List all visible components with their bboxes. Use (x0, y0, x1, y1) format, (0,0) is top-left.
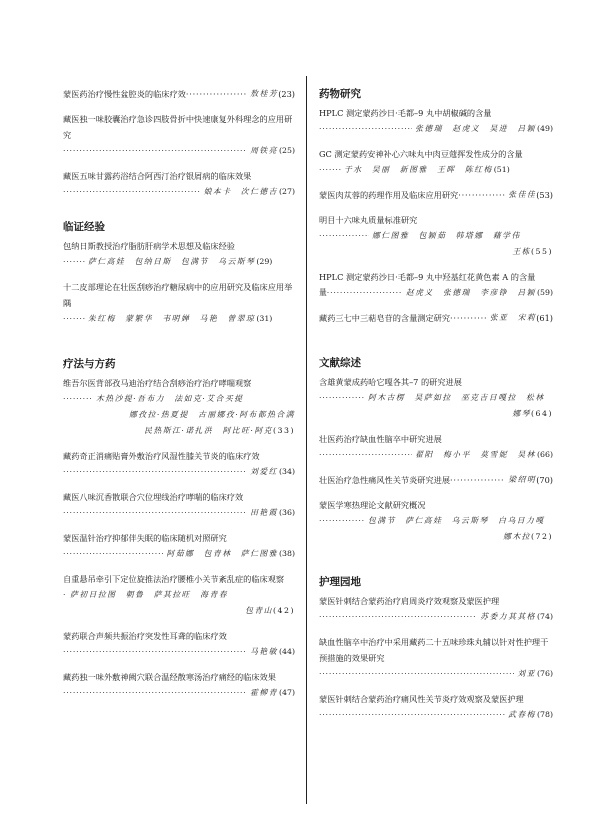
toc-entry[interactable]: 维吾尔医背部孜马迪治疗结合刮痧治疗治疗哮喘观察 ····· 木热沙提·吾布力 法如克·艾合买提 娜孜拉·热夏提 古丽娜孜·阿布都热合满 民热斯江·诺扎洪 阿比旺·阿克(33) (63, 375, 295, 439)
left-column (63, 86, 295, 710)
toc-entry[interactable]: 蒙药联合声频共振治疗突发性耳聋的临床疗效 ····· 马艳敏 (44) (63, 628, 295, 660)
toc-entry[interactable]: GC 测定蒙药安神补心六味丸中肉豆蔻挥发性成分的含量 ····· 于水 吴丽 新图雅 王晖 陈红梅 (51) (319, 146, 553, 178)
entry-title-line: 蒙医药治疗慢性盆腔炎的临床疗效 ····· 敖桂芳 (23) (63, 86, 295, 102)
section-heading: 临证经验 (63, 221, 105, 233)
right-column (319, 86, 553, 732)
toc-entry[interactable]: 蒙医温针治疗抑郁伴失眠的临床随机对照研究 ····· 阿茹娜 包青林 萨仁图雅 (38) (63, 530, 295, 562)
toc-entry[interactable]: 藏药三七中三萜皂苷的含量测定研究 ····· 张亚 宋莉 (61) (319, 310, 553, 326)
section-heading: 护理园地 (319, 576, 361, 588)
toc-entry[interactable]: HPLC 测定蒙药沙日·毛都–9 丸中胡椒碱的含量 ····· 张德瑞 赵虎义 吴进 吕颖 (49) (319, 105, 553, 137)
section-heading: 文献综述 (319, 357, 361, 369)
toc-entry[interactable]: 包纳日斯教授治疗脂肪肝病学术思想及临床经验 ····· 萨仁高娃 包纳日斯 包满节 乌云斯琴 (29) (63, 238, 295, 270)
toc-entry[interactable]: 藏医独一味胶囊治疗急诊四肢骨折中快速康复外科理念的应用研究 ····· 周铁亮 (25) (63, 111, 295, 159)
toc-entry[interactable]: HPLC 测定蒙药沙日·毛都–9 丸中羟基红花黄色素 A 的含量 量 ····· 赵虎义 张德瑞 李彦铮 吕颖 (59) (319, 269, 553, 301)
toc-entry[interactable]: 缺血性脑卒中治疗中采用藏药二十五味珍珠丸辅以针对性护理干预措施的效果研究 ····· 刘亚 (76) (319, 634, 553, 682)
toc-entry[interactable]: 藏药奇正消痛贴膏外敷治疗风湿性膝关节炎的临床疗效 ····· 刘爱红 (34) (63, 448, 295, 480)
section-heading: 疗法与方药 (63, 358, 116, 370)
toc-entry[interactable]: 蒙医肉苁蓉的药理作用及临床应用研究 ····· 张佳佳 (53) (319, 187, 553, 203)
toc-entry[interactable]: 蒙医针刺结合蒙药治疗肩周炎疗效观察及蒙医护理 ····· 苏委力其其格 (74) (319, 593, 553, 625)
toc-entry[interactable]: 蒙医学寒热理论文献研究概况 ····· 包满节 萨仁高娃 乌云斯琴 白乌日力嘎 娜木拉(72) (319, 497, 553, 545)
toc-entry[interactable]: 十二皮部理论在壮医刮痧治疗糖尿病中的应用研究及临床应用举隅 ····· 朱红梅 蒙繁华 韦明婵 马艳 曾翠琼 (31) (63, 279, 295, 327)
toc-entry[interactable]: 明目十六味丸质量标准研究 ····· 娜仁图雅 包颖茹 韩塔娜 藉学伟 王栋(55) (319, 212, 553, 260)
toc-entry[interactable]: 含雄黄蒙成药哈它嘎各其–7 的研究进展 ····· 阿木古楞 吴萨如拉 巫克吉日嘎拉 松林 娜琴(64) (319, 374, 553, 422)
toc-entry[interactable]: 蒙医针刺结合蒙药治疗痛风性关节炎疗效观察及蒙医护理 ····· 武春梅 (78) (319, 691, 553, 723)
toc-entry[interactable]: 壮医药治疗缺血性脑卒中研究进展 ····· 翟阳 梅小平 莫雪妮 吴林 (66) (319, 431, 553, 463)
section-heading: 药物研究 (319, 88, 361, 100)
toc-entry[interactable]: 藏医八味沉香散联合穴位埋线治疗哮喘的临床疗效 ····· 田艳霞 (36) (63, 489, 295, 521)
toc-entry[interactable]: 藏药独一味外敷神阙穴联合温经散寒汤治疗痛经的临床效果 ····· 霍柳青 (47) (63, 669, 295, 701)
toc-entry[interactable]: 壮医治疗急性痛风性关节炎研究进展 ····· 梁绍明 (70) (319, 472, 553, 488)
column-divider (306, 76, 307, 804)
toc-entry[interactable]: 藏医五味甘露药浴结合阿西汀治疗银屑病的临床效果 ····· 娘本卡 次仁德吉 (27) (63, 168, 295, 200)
toc-entry[interactable] (63, 86, 295, 102)
toc-entry[interactable]: 自重悬吊牵引下定位旋推法治疗腰椎小关节紊乱症的临床观察 ····· 萨初日拉图 朝鲁 萨其拉旺 海青春 包青山(42) (63, 571, 295, 619)
